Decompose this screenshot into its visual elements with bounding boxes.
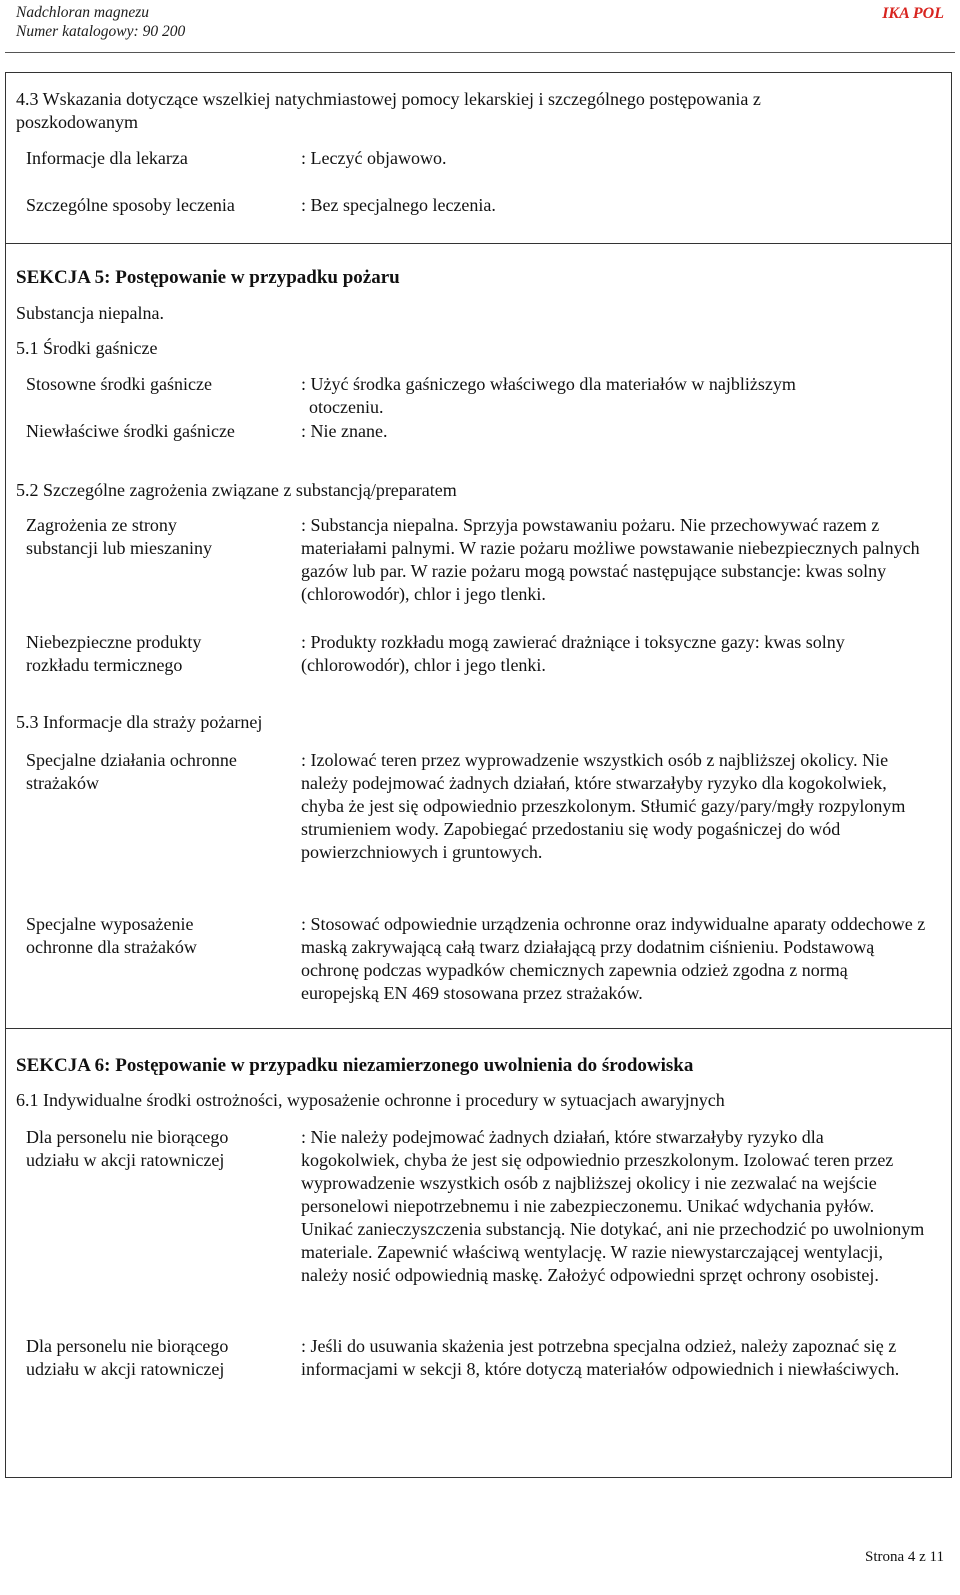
page-number: Strona 4 z 11 — [864, 1549, 944, 1565]
hazards-label-line1: Zagrożenia ze strony — [26, 515, 177, 535]
firefighter-actions-label-line1: Specjalne działania ochronne — [26, 750, 237, 770]
emergency-label-line1: Dla personelu nie biorącego — [26, 1336, 229, 1356]
s4-3-title-line2: poszkodowanym — [16, 112, 138, 132]
s5-2-title: 5.2 Szczególne zagrożenia związane z substancją/preparatem — [16, 480, 457, 500]
non-emergency-label-line2: udziału w akcji ratowniczej — [26, 1150, 225, 1170]
decomposition-label-line1: Niebezpieczne produkty — [26, 632, 202, 652]
s6-1-title: 6.1 Indywidualne środki ostrożności, wyposażenie ochronne i procedury w sytuacjach awaryjnych — [16, 1090, 725, 1110]
firefighter-actions-label-line2: strażaków — [26, 773, 99, 793]
special-treatment-value: : Bez specjalnego leczenia. — [301, 195, 496, 215]
firefighter-equipment-label-line1: Specjalne wyposażenie — [26, 914, 194, 934]
special-treatment-label: Szczególne sposoby leczenia — [26, 195, 235, 215]
emergency-label-line2: udziału w akcji ratowniczej — [26, 1359, 225, 1379]
suitable-media-label: Stosowne środki gaśnicze — [26, 374, 212, 394]
decomposition-label-line2: rozkładu termicznego — [26, 655, 183, 675]
product-name: Nadchloran magnezu — [16, 4, 150, 21]
unsuitable-media-value: : Nie znane. — [301, 421, 388, 441]
s5-intro: Substancja niepalna. — [16, 303, 164, 323]
non-emergency-value: : Nie należy podejmować żadnych działań, które stwarzałyby ryzyko dla kogokolwiek, chyba że jest się odpowiednio przeszkolonym. Izolować teren przez wyprowadzenie wszystkich osób z najbliższej okolicy i nie zezwalać na wejście personelowi niepotrzebnemu i nie zabezpieczonemu. Unikać wdychania pyłów. Unikać zanieczyszczenia substancją. Nie dotykać, ani nie przechodzić po uwolnionym materiale. Zapewnić właściwą wentylację. W razie niewystarczającej wentylacji, należy nosić odpowiednią maskę. Założyć odpowiedni sprzęt ochrony osobistej. — [301, 1127, 925, 1285]
doctor-info-value: : Leczyć objawowo. — [301, 148, 447, 168]
section-6-title: SEKCJA 6: Postępowanie w przypadku niezamierzonego uwolnienia do środowiska — [16, 1055, 694, 1076]
suitable-media-line1: : Użyć środka gaśniczego właściwego dla materiałów w najbliższym — [301, 374, 796, 394]
decomposition-value: : Produkty rozkładu mogą zawierać drażniące i toksyczne gazy: kwas solny (chlorowodór), chlor i jego tlenki. — [301, 632, 845, 675]
s4-3-title-line1: 4.3 Wskazania dotyczące wszelkiej natychmiastowej pomocy lekarskiej i szczególnego postępowania z — [16, 89, 761, 109]
emergency-value: : Jeśli do usuwania skażenia jest potrzebna specjalna odzież, należy zapoznać się z informacjami w sekcji 8, które dotyczą materiałów odpowiednich i niewłaściwych. — [301, 1336, 900, 1379]
suitable-media-line2: otoczeniu. — [309, 397, 384, 417]
s5-1-title: 5.1 Środki gaśnicze — [16, 338, 158, 358]
brand-logo-text: IKA POL — [882, 5, 944, 22]
non-emergency-label-line1: Dla personelu nie biorącego — [26, 1127, 229, 1147]
firefighter-equipment-value: : Stosować odpowiednie urządzenia ochronne oraz indywidualne aparaty oddechowe z maską zakrywającą całą twarz działającą przy dodatnim ciśnieniu. Podstawową ochronę podczas wypadków chemicznych zapewnia odzież zgodna z normą europejską EN 469 stosowana przez strażaków. — [301, 914, 926, 1003]
unsuitable-media-label: Niewłaściwe środki gaśnicze — [26, 421, 235, 441]
hazards-label-line2: substancji lub mieszaniny — [26, 538, 212, 558]
catalog-number: Numer katalogowy: 90 200 — [16, 23, 186, 40]
firefighter-equipment-label-line2: ochronne dla strażaków — [26, 937, 197, 957]
hazards-value: : Substancja niepalna. Sprzyja powstawaniu pożaru. Nie przechowywać razem z materiałami palnymi. W razie pożaru możliwe powstawanie niebezpiecznych palnych gazów lub par. W razie pożaru mogą powstać następujące substancje: kwas solny (chlorowodór), chlor i jego tlenki. — [301, 515, 920, 604]
firefighter-actions-value: : Izolować teren przez wyprowadzenie wszystkich osób z najbliższej okolicy. Nie należy podejmować żadnych działań, które stwarzałyby ryzyko dla kogokolwiek, chyba że jest się odpowiednio przeszkolonym. Stłumić gazy/pary/mgły rozpylonym strumieniem wody. Zapobiegać przedostaniu się wody pogaśniczej do wód powierzchniowych i gruntowych. — [301, 750, 906, 862]
header-divider — [5, 52, 955, 53]
s5-3-title: 5.3 Informacje dla straży pożarnej — [16, 712, 263, 732]
section-5-title: SEKCJA 5: Postępowanie w przypadku pożaru — [16, 267, 400, 288]
doctor-info-label: Informacje dla lekarza — [26, 148, 188, 168]
